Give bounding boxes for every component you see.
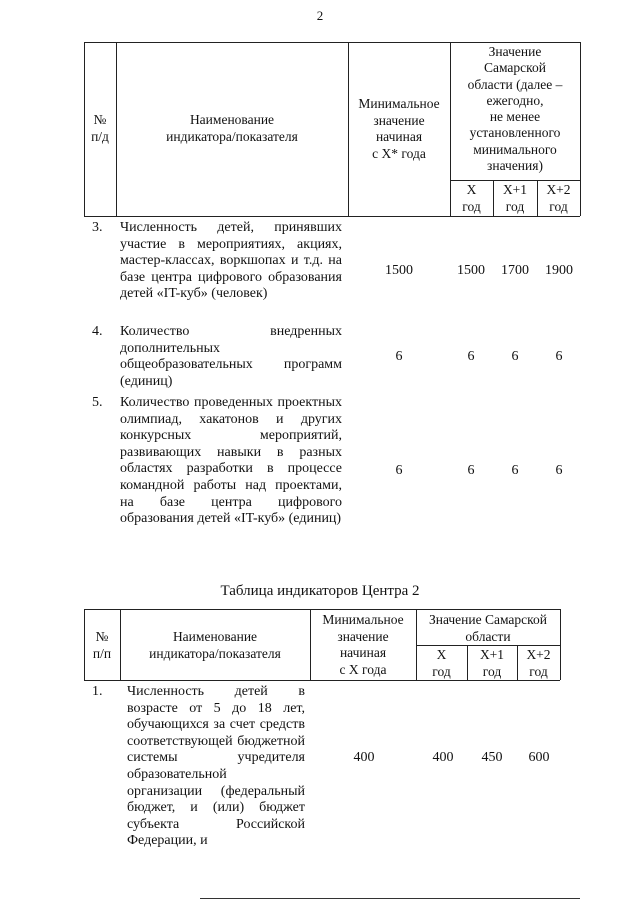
row-value-x: 6	[467, 463, 475, 478]
row-number: 1.	[92, 684, 103, 699]
row-value-x2: 6	[555, 349, 563, 364]
table2-header-value: Значение Самарской области	[428, 612, 548, 644]
table2-caption: Таблица индикаторов Центра 2	[220, 583, 420, 599]
row-value-x1: 1700	[501, 263, 529, 278]
row-value-x: 1500	[457, 263, 485, 278]
table1-header-year-x: Х год	[462, 182, 481, 214]
row-min-value: 6	[395, 349, 403, 364]
row-number: 3.	[92, 220, 103, 235]
row-number: 5.	[92, 395, 103, 410]
table1-header-year-x1: Х+1 год	[502, 182, 528, 214]
table1-header-year-x2: Х+2 год	[546, 182, 571, 214]
table1-header-min: Минимальное значение начиная с Х* года	[358, 96, 440, 161]
row-value-x2: 1900	[545, 263, 573, 278]
table1-header-num: № п/д	[91, 112, 109, 144]
row-min-value: 6	[395, 463, 403, 478]
row-value-x1: 6	[511, 463, 519, 478]
row-value-x1: 450	[481, 750, 503, 765]
table2-header-name: Наименование индикатора/показателя	[149, 629, 281, 661]
table2-header-num: № п/п	[92, 629, 112, 661]
table2-header-year-x: Х год	[432, 647, 451, 679]
row-description: Численность детей в возрасте от 5 до 18 лет, обучающихся за счет средств соответствующей бюджетной системы учредителя образовательной организации (федеральный бюджет, и (или) бюджет субъекта Российской Федерации, и	[127, 684, 305, 849]
row-value-x: 400	[432, 750, 454, 765]
row-value-x: 6	[467, 349, 475, 364]
row-description: Количество внедренных дополнительных общеобразовательных программ (единиц)	[120, 324, 342, 389]
row-min-value: 400	[353, 750, 375, 765]
table2-header-min: Минимальное значение начиная с Х года	[322, 612, 404, 677]
scan-edge-line	[200, 898, 580, 899]
table1-header-name: Наименование индикатора/показателя	[166, 112, 298, 144]
row-number: 4.	[92, 324, 103, 339]
row-value-x1: 6	[511, 349, 519, 364]
table1-header-value: Значение Самарской области (далее – ежегодно, не менее установленного минимального значения)	[467, 44, 563, 174]
table2-header-year-x2: Х+2 год	[526, 647, 551, 679]
page-number: 2	[316, 8, 324, 23]
row-description: Численность детей, принявших участие в мероприятиях, акциях, мастер-классах, воркшопах и т.д. на базе центра цифрового образования детей «IT-куб» (человек)	[120, 220, 342, 302]
table2-header-year-x1: Х+1 год	[479, 647, 505, 679]
row-value-x2: 600	[528, 750, 550, 765]
row-value-x2: 6	[555, 463, 563, 478]
row-description: Количество проведенных проектных олимпиад, хакатонов и других конкурсных мероприятий, развивающих навыки в разных областях разработки в процессе командной работы над проектами, на базе центра цифрового образования детей «IT-куб» (единиц)	[120, 395, 342, 527]
row-min-value: 1500	[385, 263, 413, 278]
